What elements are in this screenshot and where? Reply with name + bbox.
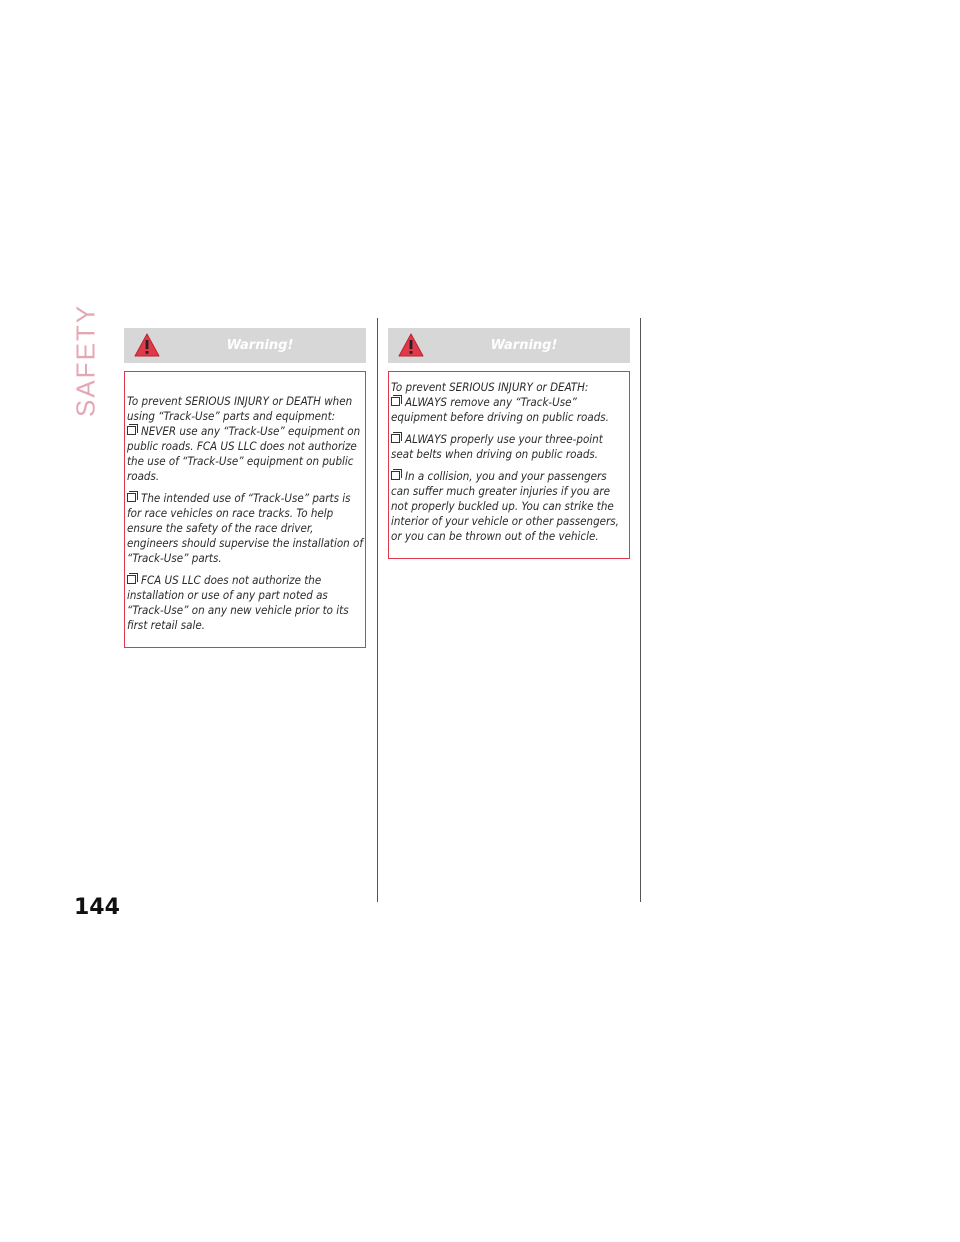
warning-body: [124, 371, 366, 648]
list-item: ALWAYS remove any “Track-Use” equipment before driving on public roads.: [391, 395, 609, 424]
warning-header: [124, 328, 366, 363]
page-number: 144: [74, 895, 120, 920]
checkbox-bullet-icon: [127, 575, 136, 584]
section-tab: SAFETY: [70, 303, 101, 417]
warning-triangle-icon: [134, 333, 160, 357]
warning-triangle-icon: [398, 333, 424, 357]
warning-title: Warning!: [226, 338, 294, 353]
list-item: In a collision, you and your passengers can suffer much greater injuries if you are not properly buckled up. You can strike the interior of your vehicle or other passengers, or you can be thrown out of the vehicle.: [391, 469, 619, 543]
warning-header: [388, 328, 630, 363]
checkbox-bullet-icon: [391, 471, 400, 480]
list-item: ALWAYS properly use your three-point seat belts when driving on public roads.: [391, 432, 603, 461]
column-divider: [640, 318, 641, 902]
checkbox-bullet-icon: [127, 426, 136, 435]
column-divider: [377, 318, 378, 902]
checkbox-bullet-icon: [127, 493, 136, 502]
checkbox-bullet-icon: [391, 434, 400, 443]
checkbox-bullet-icon: [391, 397, 400, 406]
warning-intro: To prevent SERIOUS INJURY or DEATH:: [391, 380, 589, 394]
list-item: NEVER use any “Track-Use” equipment on public roads. FCA US LLC does not authorize the use of “Track-Use” equipment on public roads.: [127, 424, 361, 483]
warning-body: [388, 371, 630, 559]
list-item: FCA US LLC does not authorize the installation or use of any part noted as “Track-Use” on any new vehicle prior to its first retail sale.: [127, 573, 349, 632]
warning-intro: To prevent SERIOUS INJURY or DEATH when using “Track-Use” parts and equipment:: [127, 394, 353, 423]
list-item: The intended use of “Track-Use” parts is for race vehicles on race tracks. To help ensure the safety of the race driver, engineers should supervise the installation of “Track-Use” parts.: [127, 491, 363, 565]
warning-title: Warning!: [490, 338, 558, 353]
warning-box-left: [124, 328, 366, 648]
warning-box-right: [388, 328, 630, 559]
